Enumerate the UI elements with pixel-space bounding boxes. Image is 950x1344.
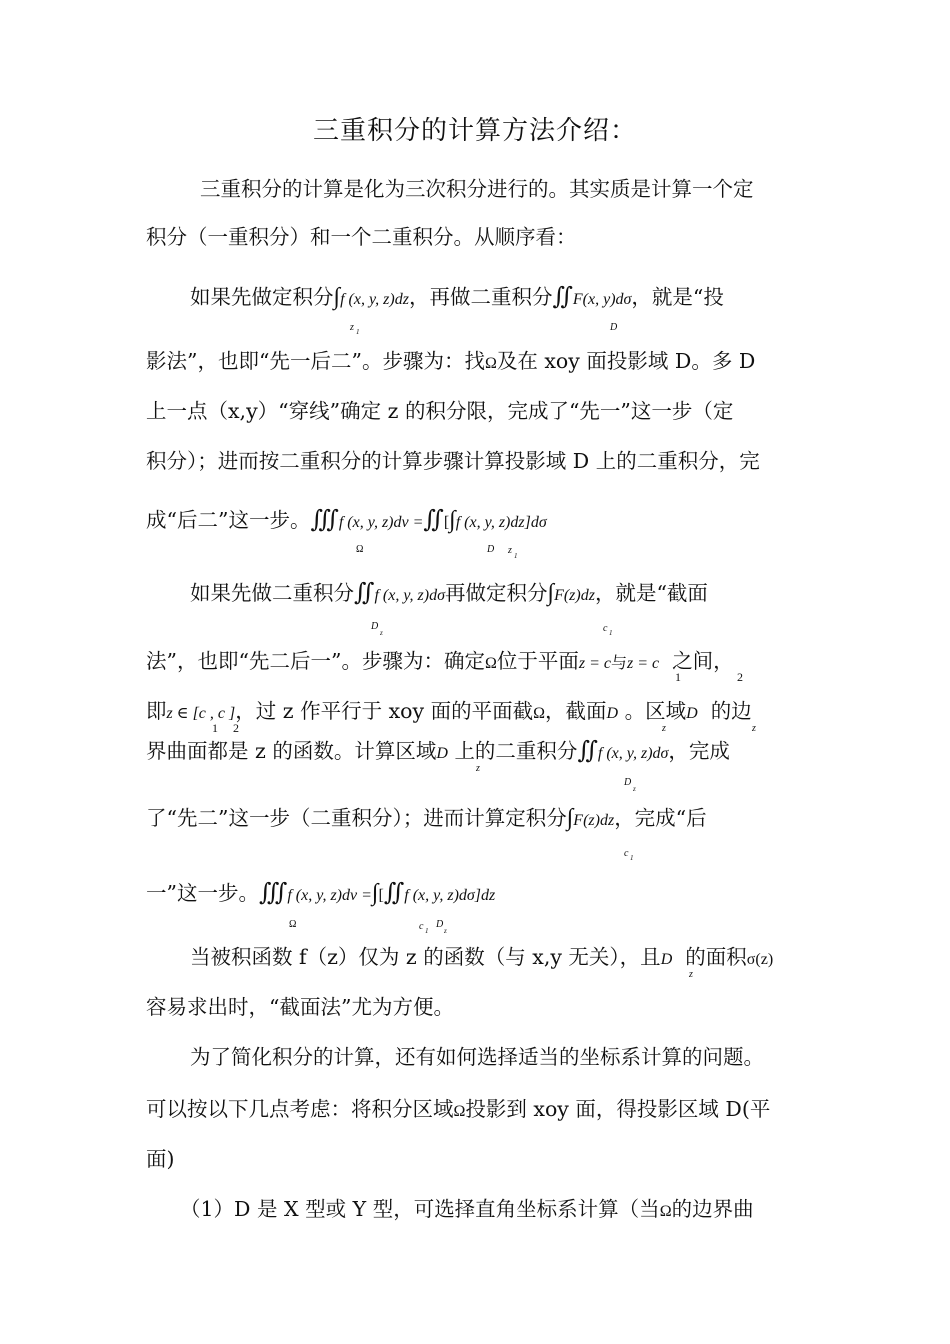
triple-integral-sign: ∭: [258, 880, 288, 906]
text: ，过 z 作平行于 xoy 面的平面截: [235, 699, 534, 723]
integral-sign: ∫: [566, 805, 574, 831]
simplify-line-3: 面): [146, 1147, 175, 1171]
limit-sub: z: [444, 927, 447, 935]
text: 的面积: [685, 945, 747, 969]
sigma-z: σ(z): [746, 951, 774, 968]
double-integral-sign: ∬: [552, 284, 573, 310]
omega: Ω: [484, 355, 497, 372]
formula: F(x, y)dσ: [572, 291, 632, 308]
text: 。区域: [624, 699, 687, 723]
limit-D: D: [610, 322, 618, 333]
bracket: [: [443, 514, 450, 531]
text: 之间，: [672, 649, 734, 673]
sect-line-2: [146, 646, 734, 679]
formula: F(z)dz: [573, 812, 615, 829]
text: ，完成: [668, 739, 730, 763]
text: 当被积函数 f（z）仅为 z 的函数（与 x,y 无关），且: [190, 945, 661, 969]
formula: f (x, y, z)dv =: [287, 887, 372, 904]
integral-sign: ∫: [547, 580, 555, 606]
sect-line-6: [146, 878, 495, 911]
limit-omega: Ω: [356, 544, 364, 555]
sect-line-4: [146, 736, 730, 769]
text: 界曲面都是 z 的函数。计算区域: [146, 739, 437, 763]
limit-sub: z: [633, 785, 636, 793]
text: 及在 xoy 面投影域 D。多 D: [496, 349, 756, 373]
omega: Ω: [533, 705, 545, 722]
limit-sub: 1: [514, 552, 518, 560]
limit-D: D: [487, 544, 495, 555]
item-1: [180, 1194, 754, 1227]
limit-c1: c: [419, 921, 424, 932]
intro-line-2: 积分（一重积分）和一个二重积分。从顺序看：: [146, 225, 577, 249]
formula: f (x, y, z)dv =: [338, 514, 424, 531]
limit-sub: 1: [356, 328, 360, 336]
limit-c1: c: [624, 848, 629, 859]
text: 位于平面: [496, 649, 579, 673]
page-title: 三重积分的计算方法介绍：: [312, 116, 637, 146]
sub-z: z: [662, 723, 666, 734]
limit-c1: c: [603, 623, 608, 634]
omega: Ω: [484, 655, 497, 672]
sub-1: 1: [212, 721, 218, 735]
sub-z: z: [689, 969, 693, 980]
formula: f (x, y, z)dz]dσ: [455, 514, 547, 531]
limit-sub: 1: [425, 927, 429, 935]
limit-sub: 1: [630, 854, 634, 862]
text: ，再做二重积分: [408, 285, 553, 309]
text: 的边界曲: [671, 1197, 754, 1221]
triple-integral-sign: ∭: [310, 507, 339, 533]
text: 法”，也即“先二后一”。步骤为：确定: [146, 649, 485, 673]
text: 投影到 xoy 面，得投影区域 D(平: [465, 1097, 771, 1121]
limit-sub: z: [380, 629, 383, 637]
text: 成“后二”这一步。: [146, 508, 311, 532]
Dz: D: [660, 951, 673, 968]
when-line-1: [190, 942, 773, 975]
formula: f (x, y, z)dz: [340, 291, 409, 308]
text: ，就是“截面: [594, 581, 708, 605]
sect-line-1: [190, 578, 708, 611]
double-integral-sign: ∬: [354, 580, 375, 606]
text: 一”这一步。: [146, 881, 259, 905]
text: 与: [610, 653, 627, 672]
interval: z ∈ [c , c ]: [166, 705, 236, 722]
double-integral-sign: ∬: [577, 738, 598, 764]
omega: Ω: [453, 1103, 466, 1120]
sect-line-5: [146, 803, 707, 836]
text: 再做定积分: [444, 581, 548, 605]
text: ，就是“投: [631, 285, 724, 309]
bracket: [: [378, 887, 384, 904]
formula: f (x, y, z)dσ]dz: [404, 887, 496, 904]
double-integral-sign: ∬: [383, 880, 405, 906]
sub-z: z: [476, 763, 480, 774]
proj-line-3: 上一点（x,y）“穿线”确定 z 的积分限，完成了“先一”这一步（定: [146, 399, 734, 423]
text: 的边: [710, 699, 752, 723]
limit-z: z: [350, 322, 354, 333]
limit-z: z: [508, 545, 512, 556]
integral-sign: ∫: [449, 507, 456, 533]
limit-Dz: D: [624, 777, 632, 788]
formula: f (x, y, z)dσ: [597, 745, 669, 762]
simplify-line-1: 为了简化积分的计算，还有如何选择适当的坐标系计算的问题。: [190, 1045, 764, 1069]
double-integral-sign: ∬: [423, 507, 444, 533]
proj-line-4: 积分）；进而按二重积分的计算步骤计算投影域 D 上的二重积分，完: [146, 449, 760, 473]
limit-Dz: D: [371, 621, 379, 632]
integral-sign: ∫: [371, 880, 379, 906]
text: ，完成“后: [614, 806, 707, 830]
when-line-2: 容易求出时，“截面法”尤为方便。: [146, 995, 454, 1019]
omega: Ω: [659, 1203, 672, 1220]
limit-omega: Ω: [289, 919, 297, 930]
text: 如果先做定积分: [190, 285, 334, 309]
plane-c1: z = c: [578, 655, 611, 672]
text: 即: [146, 699, 167, 723]
text: 如果先做二重积分: [190, 581, 354, 605]
text: 影法”，也即“先一后二”。步骤为：找: [146, 349, 485, 373]
limit-sub: 1: [609, 629, 613, 637]
proj-line-5: [146, 505, 547, 538]
text: 上的二重积分: [454, 739, 578, 763]
proj-line-2: [146, 346, 755, 379]
text: ，截面: [544, 699, 607, 723]
limit-Dz: D: [436, 919, 444, 930]
intro-line-1: 三重积分的计算是化为三次积分进行的。其实质是计算一个定: [200, 177, 754, 201]
text: 了“先二”这一步（二重积分）；进而计算定积分: [146, 806, 567, 830]
sub-2: 2: [233, 721, 239, 735]
sub-2: 2: [737, 670, 743, 684]
text: （1）D 是 X 型或 Y 型，可选择直角坐标系计算（当: [180, 1197, 660, 1221]
sub-z: z: [752, 723, 756, 734]
proj-line-1: [190, 282, 724, 315]
integral-sign: ∫: [333, 284, 341, 310]
simplify-line-2: [146, 1094, 770, 1127]
formula: f (x, y, z)dσ: [374, 587, 445, 604]
text: 可以按以下几点考虑：将积分区域: [146, 1097, 454, 1121]
formula: F(z)dz: [554, 587, 595, 604]
Dz: D: [436, 745, 448, 762]
Dz: D: [606, 705, 619, 722]
sub-1: 1: [675, 670, 681, 684]
plane-c2: z = c: [626, 655, 660, 672]
Dz: D: [686, 705, 698, 722]
